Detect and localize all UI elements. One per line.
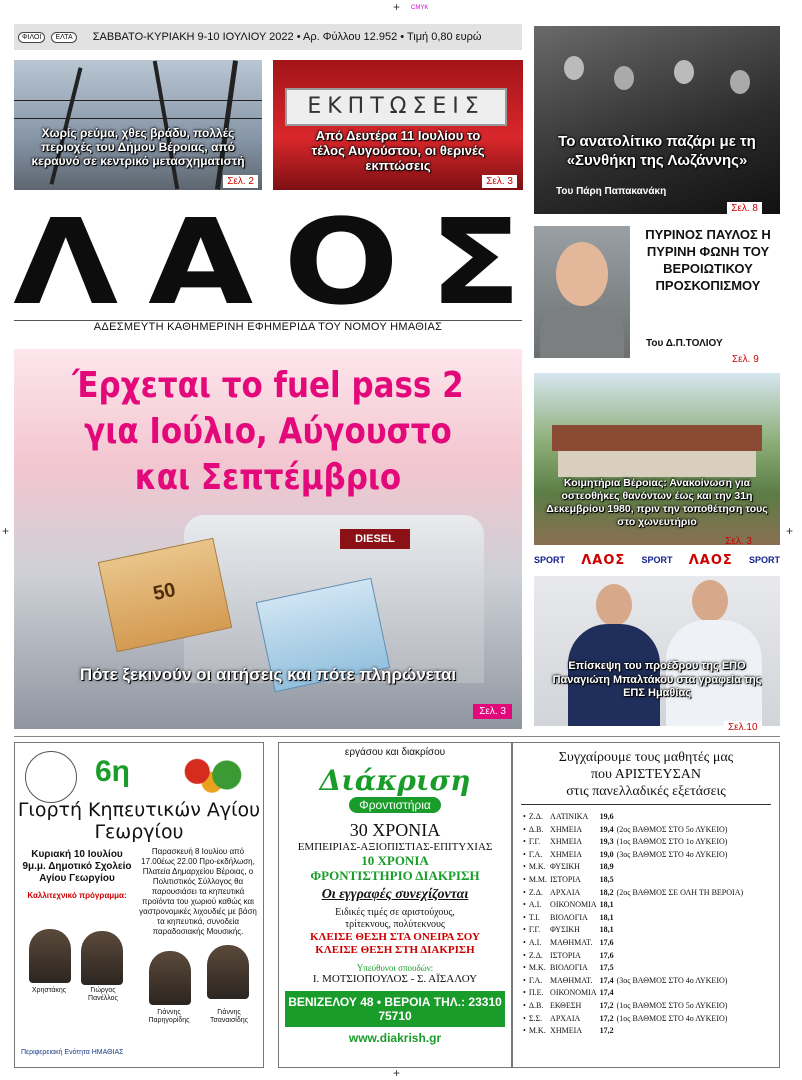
discount-line: Ειδικές τιμές σε αριστούχους, xyxy=(335,907,455,918)
table-cell: • xyxy=(523,887,526,897)
banknote: 50 xyxy=(98,538,233,653)
table-cell: 19,3 xyxy=(599,837,614,847)
musician-name: Γιάννης Τσαναισίδης xyxy=(209,1009,248,1024)
table-cell: (1ος ΒΑΘΜΟΣ ΣΤΟ 1ο ΛΥΚΕΙΟ) xyxy=(616,837,728,847)
page-ref: Σελ. 8 xyxy=(727,202,762,214)
table-cell: 18,1 xyxy=(599,912,614,922)
table-row xyxy=(523,937,746,950)
green-line: 10 ΧΡΟΝΙΑ xyxy=(361,853,429,868)
wire xyxy=(14,100,262,101)
table-row xyxy=(523,975,746,988)
table-cell: • xyxy=(523,1000,526,1010)
table-cell: ΧΗΜΕΙΑ xyxy=(550,849,583,859)
table-cell: • xyxy=(523,950,526,960)
table-cell xyxy=(617,937,747,950)
story-caption: Κοιμητήρια Βέροιας: Ανακοίνωση για οστεοθήκες θανόντων έως και την 31η Δεκεμβρίου 1980, πριν την τοποθέτηση τους στο χωνευτήριο xyxy=(546,477,768,528)
table-cell: Ζ.Δ. xyxy=(528,812,543,821)
table-row xyxy=(523,836,746,849)
red-slogan: ΚΛΕΙΣΕ ΘΕΣΗ ΣΤΗ ΔΙΑΚΡΙΣΗ xyxy=(315,944,475,956)
building-roof xyxy=(552,425,762,451)
table-cell: • xyxy=(523,1013,526,1023)
years-heading: 30 ΧΡΟΝΙΑ xyxy=(349,820,441,840)
masthead-tagline: ΑΔΕΣΜΕΥΤΗ ΚΑΘΗΜΕΡΙΝΗ ΕΦΗΜΕΡΙΔΑ ΤΟΥ ΝΟΜΟΥ ΗΜΑΘΙΑΣ xyxy=(14,320,522,338)
table-cell: Γ.Γ. xyxy=(528,837,541,847)
table-row xyxy=(523,1013,746,1026)
table-cell: ΒΙΟΛΟΓΙΑ xyxy=(550,912,588,922)
vegetables-icon xyxy=(175,757,249,793)
table-row xyxy=(523,1000,746,1013)
table-row xyxy=(523,874,746,887)
dateline-bar xyxy=(14,24,522,50)
musician-name: Γιάννης Παρηγορίδης xyxy=(148,1009,190,1024)
table-cell: Π.Ε. xyxy=(528,988,544,998)
festival-title: Γιορτή Κηπευτικών Αγίου Γεωργίου xyxy=(17,799,261,843)
table-cell: ΧΗΜΕΙΑ xyxy=(550,1026,583,1036)
program-label: Καλλιτεχνικό πρόγραμμα: xyxy=(27,891,127,900)
masthead-letter: Α xyxy=(148,193,254,331)
table-cell: ΕΚΘΕΣΗ xyxy=(550,1000,582,1010)
table-cell: Γ.Α. xyxy=(528,975,543,985)
table-cell: ΦΥΣΙΚΗ xyxy=(550,925,580,935)
table-cell: Α.Ι. xyxy=(528,900,542,910)
table-cell: • xyxy=(523,837,526,847)
person-head xyxy=(692,580,728,622)
story-power-outage[interactable] xyxy=(14,60,262,190)
table-cell: ΟΙΚΟΝΟΜΙΑ xyxy=(550,900,597,910)
table-cell: Δ.Β. xyxy=(528,824,544,834)
table-cell: ΙΣΤΟΡΙΑ xyxy=(550,874,581,884)
table-cell: • xyxy=(523,963,526,973)
table-cell xyxy=(617,899,747,912)
author-byline: Του Πάρη Παπακανάκη xyxy=(556,186,667,197)
table-cell: Δ.Β. xyxy=(528,1000,544,1010)
story-caption: Από Δευτέρα 11 Ιουλίου το τέλος Αυγούστου, οι θερινές εκπτώσεις xyxy=(311,128,485,173)
brand-name: Διάκριση xyxy=(319,764,471,797)
musician-name: Χρηστάκης xyxy=(31,987,67,994)
table-cell xyxy=(617,1025,747,1038)
divider xyxy=(14,736,780,737)
story-epo-visit[interactable] xyxy=(534,576,780,726)
table-cell: (1ος ΒΑΘΜΟΣ ΣΤΟ 5ο ΛΥΚΕΙΟ) xyxy=(616,1000,728,1010)
table-cell: • xyxy=(523,1026,526,1036)
table-row xyxy=(523,899,746,912)
sport-logo: ΛΑΟΣ xyxy=(688,552,733,568)
ad-exam-results[interactable] xyxy=(512,742,780,1068)
table-cell: 17,2 xyxy=(599,1026,614,1036)
table-cell xyxy=(617,962,747,975)
table-cell: (2ος ΒΑΘΜΟΣ ΣΤΟ 5ο ΛΥΚΕΙΟ) xyxy=(616,824,728,834)
historic-figure xyxy=(674,60,694,84)
table-cell: • xyxy=(523,900,526,910)
page-ref: Σελ. 2 xyxy=(223,175,258,188)
pylon-graphic xyxy=(153,61,180,190)
ad-slogan: εργάσου και διακρίσου xyxy=(344,747,446,758)
story-cemetery[interactable] xyxy=(534,373,780,545)
table-cell: 17,2 xyxy=(599,1013,614,1023)
table-row xyxy=(523,924,746,937)
directors-label: Υπεύθυνοι σπουδών: xyxy=(356,963,434,973)
table-row xyxy=(523,1025,746,1038)
table-row xyxy=(523,950,746,963)
table-cell: Ζ.Δ. xyxy=(528,887,543,897)
table-row xyxy=(523,912,746,925)
table-cell: ΒΙΟΛΟΓΙΑ xyxy=(550,963,588,973)
website-link[interactable]: www.diakrish.gr xyxy=(348,1031,442,1045)
table-row xyxy=(523,962,746,975)
table-cell: Μ.Μ. xyxy=(528,874,548,884)
discount-line: τρίτεκνους, πολύτεκνους xyxy=(345,919,445,930)
divider xyxy=(521,804,771,805)
wire xyxy=(14,118,262,119)
table-cell: • xyxy=(523,862,526,872)
table-cell: ΜΑΘΗΜΑΤ. xyxy=(550,975,593,985)
table-cell: Τ.Ι. xyxy=(528,912,540,922)
issue-date: ΣΑΒΒΑΤΟ-ΚΥΡΙΑΚΗ 9-10 ΙΟΥΛΙΟΥ 2022 • Αρ. Φύλλου 12.952 • Τιμή 0,80 ευρώ xyxy=(92,31,482,43)
table-cell: 17,5 xyxy=(599,963,614,973)
suit xyxy=(540,306,624,358)
table-cell xyxy=(617,987,747,1000)
masthead-letter: Λ xyxy=(13,193,119,331)
directors-names: Ι. ΜΟΤΣΙΟΠΟΥΛΟΣ - Σ. ΑΪΣΑΛΟΥ xyxy=(312,973,478,985)
table-cell: Γ.Γ. xyxy=(528,925,541,935)
table-cell: Μ.Κ. xyxy=(528,1026,546,1036)
experience-line: ΕΜΠΕΙΡΙΑΣ-ΑΞΙΟΠΙΣΤΙΑΣ-ΕΠΙΤΥΧΙΑΣ xyxy=(297,841,493,853)
table-cell: 17,6 xyxy=(599,950,614,960)
table-cell: 18,5 xyxy=(599,874,614,884)
table-cell xyxy=(617,924,747,937)
address-bar: ΒΕΝΙΖΕΛΟΥ 48 • ΒΕΡΟΙΑ ΤΗΛ.: 23310 75710 xyxy=(285,991,505,1027)
table-cell: 18,1 xyxy=(599,900,614,910)
table-cell: Ζ.Δ. xyxy=(528,950,543,960)
main-headline: Έρχεται το fuel pass 2 για Ιούλιο, Αύγουστο και Σεπτέμβριο xyxy=(72,365,464,498)
table-row xyxy=(523,987,746,1000)
table-cell: ΧΗΜΕΙΑ xyxy=(550,824,583,834)
ad-diakrisi-tutoring[interactable] xyxy=(278,742,512,1068)
logo-friends: ΦΙΛΟΙ xyxy=(18,32,45,43)
story-caption: Επίσκεψη του προέδρου της ΕΠΟ Παναγιώτη Μπαλτάκου στα γραφεία της ΕΠΣ Ημαθίας xyxy=(552,660,762,699)
registration-mark-top: + xyxy=(393,0,401,14)
page-ref: Σελ. 9 xyxy=(728,353,763,366)
historic-figure xyxy=(564,56,584,80)
edition-number: 6η xyxy=(95,755,131,788)
sport-label: SPORT xyxy=(748,555,780,565)
table-cell: 17,4 xyxy=(599,988,614,998)
red-slogan: ΚΛΕΙΣΕ ΘΕΣΗ ΣΤΑ ΟΝΕΙΡΑ ΣΟΥ xyxy=(310,931,480,943)
portrait-photo xyxy=(534,226,630,358)
table-cell: (1ος ΒΑΘΜΟΣ ΣΤΟ 4ο ΛΥΚΕΙΟ) xyxy=(616,1013,728,1023)
story-caption: Χωρίς ρεύμα, χθες βράδυ, πολλές περιοχές του Δήμου Βέροιας, από κεραυνό σε κεντρικό μετασχηματιστή xyxy=(31,126,245,168)
table-cell: Μ.Κ. xyxy=(528,862,546,872)
table-cell: 19,4 xyxy=(599,824,614,834)
story-summer-sales[interactable] xyxy=(273,60,523,190)
green-line: ΦΡΟΝΤΙΣΤΗΡΙΟ ΔΙΑΚΡΙΣΗ xyxy=(310,868,480,883)
table-cell: • xyxy=(523,874,526,884)
story-pyrinos-title[interactable]: ΠΥΡΙΝΟΣ ΠΑΥΛΟΣ Η ΠΥΡΙΝΗ ΦΩΝΗ ΤΟΥ ΒΕΡΟΙΩΤΙΚΟΥ ΠΡΟΣΚΟΠΙΣΜΟΥ xyxy=(645,227,771,293)
table-cell: ΑΡΧΑΙΑ xyxy=(550,1013,581,1023)
table-cell: 18,1 xyxy=(599,925,614,935)
enrollment-line: Οι εγγραφές συνεχίζονται xyxy=(321,887,469,902)
pylon-graphic xyxy=(215,60,238,189)
musician-photo xyxy=(81,931,123,985)
table-cell: ΛΑΤΙΝΙΚΑ xyxy=(550,812,589,821)
story-caption: Το ανατολίτικο παζάρι με τη «Συνθήκη της Λωζάννης» xyxy=(558,133,756,169)
table-cell xyxy=(617,912,747,925)
musician-name: Γιώργος Πανέλλος xyxy=(88,987,118,1002)
page-ref: Σελ. 3 xyxy=(725,536,752,545)
musician-photo xyxy=(29,929,71,983)
table-cell: 17,6 xyxy=(599,937,614,947)
table-cell: 18,9 xyxy=(599,862,614,872)
festival-when: Κυριακή 10 Ιουλίου 9μ.μ. Δημοτικό Σχολείο Αγίου Γεωργίου xyxy=(22,849,132,884)
musician-photo xyxy=(149,951,191,1005)
person-head xyxy=(596,584,632,626)
table-cell: 17,4 xyxy=(599,975,614,985)
brand-subtitle: Φροντιστήρια xyxy=(349,797,441,813)
ad-vegetable-festival[interactable] xyxy=(14,742,264,1068)
logo-elta: ΕΛΤΑ xyxy=(51,32,76,43)
main-story-fuel-pass[interactable] xyxy=(14,349,522,729)
sport-label: SPORT xyxy=(641,555,673,565)
emblem-icon xyxy=(25,751,77,803)
table-cell: (3ος ΒΑΘΜΟΣ ΣΤΟ 4ο ΛΥΚΕΙΟ) xyxy=(616,849,728,859)
table-cell: • xyxy=(523,912,526,922)
table-cell: 19,6 xyxy=(599,812,614,821)
registration-mark-left: + xyxy=(2,524,10,538)
sport-banner xyxy=(534,552,780,568)
table-cell: ΜΑΘΗΜΑΤ. xyxy=(550,937,593,947)
table-row xyxy=(523,887,746,900)
table-cell xyxy=(617,811,747,824)
table-cell: ΙΣΤΟΡΙΑ xyxy=(550,950,581,960)
table-cell: • xyxy=(523,975,526,985)
author-byline: Του Δ.Π.ΤΟΛΙΟΥ xyxy=(646,338,723,349)
face xyxy=(556,242,608,306)
building-wall xyxy=(558,451,756,477)
table-cell xyxy=(617,861,747,874)
table-cell: 18,2 xyxy=(599,887,614,897)
results-heading: Συγχαίρουμε τους μαθητές μας που ΑΡΙΣΤΕΥΣΑΝ στις πανελλαδικές εξετάσεις xyxy=(558,750,734,799)
table-cell: ΧΗΜΕΙΑ xyxy=(550,837,583,847)
page-ref: Σελ. 3 xyxy=(473,704,512,719)
table-cell: (3ος ΒΑΘΜΟΣ ΣΤΟ 4ο ΛΥΚΕΙΟ) xyxy=(616,975,728,985)
table-row xyxy=(523,861,746,874)
table-cell: (2ος ΒΑΘΜΟΣ ΣΕ ΟΛΗ ΤΗ ΒΕΡΟΙΑ) xyxy=(616,887,744,897)
table-row xyxy=(523,849,746,862)
table-cell xyxy=(617,950,747,963)
diesel-label: DIESEL xyxy=(340,529,410,549)
registration-mark-right: + xyxy=(786,524,794,538)
table-cell: • xyxy=(523,988,526,998)
table-row xyxy=(523,811,746,824)
sport-logo: ΛΑΟΣ xyxy=(581,552,626,568)
table-cell: ΑΡΧΑΙΑ xyxy=(550,887,581,897)
table-cell: ΟΙΚΟΝΟΜΙΑ xyxy=(550,988,597,998)
cmyk-mark: CMYK xyxy=(411,5,429,11)
masthead-letter: Σ xyxy=(429,193,523,331)
masthead-letter: Ο xyxy=(283,193,399,331)
table-cell: • xyxy=(523,937,526,947)
table-cell: • xyxy=(523,849,526,859)
registration-mark-bottom: + xyxy=(393,1066,401,1080)
page-ref: Σελ.10 xyxy=(724,721,762,734)
story-lausanne-treaty[interactable] xyxy=(534,26,780,214)
table-cell: 19,0 xyxy=(599,849,614,859)
table-row xyxy=(523,824,746,837)
table-cell: • xyxy=(523,824,526,834)
sport-label: SPORT xyxy=(534,555,566,565)
table-cell: • xyxy=(523,925,526,935)
table-cell: ΦΥΣΙΚΗ xyxy=(550,862,580,872)
sales-sign: ΕΚΠΤΩΣΕΙΣ xyxy=(285,88,507,126)
pre-event-text: Παρασκευή 8 Ιουλίου από 17.00έως 22.00 Προ-εκδήλωση, Πλατεία Δημαρχείου Βέροιας, ο Πολιτιστικός Σύλλογος θα παρουσιάσει τα κηπευτικά προϊόντα του χωριού καθώς και γαστρονομικές λιχουδιές με βάση τα κηπευτικά, συνοδεία παραδοσιακής Μουσικής. xyxy=(139,847,257,936)
table-cell: 17,2 xyxy=(599,1000,614,1010)
historic-figure xyxy=(730,70,750,94)
musician-photo xyxy=(207,945,249,999)
table-cell: Α.Ι. xyxy=(528,937,542,947)
historic-figure xyxy=(614,66,634,90)
main-subheadline: Πότε ξεκινούν οι αιτήσεις και πότε πληρώνεται xyxy=(79,665,457,684)
page-ref: Σελ. 3 xyxy=(482,175,517,188)
table-cell: Γ.Α. xyxy=(528,849,543,859)
table-cell: • xyxy=(523,812,526,821)
sponsor-footer: Περιφερειακή Ενότητα ΗΜΑΘΙΑΣ xyxy=(21,1049,124,1056)
results-table xyxy=(523,811,746,1038)
table-cell: Σ.Σ. xyxy=(528,1013,543,1023)
table-cell xyxy=(617,874,747,887)
table-cell: Μ.Κ. xyxy=(528,963,546,973)
